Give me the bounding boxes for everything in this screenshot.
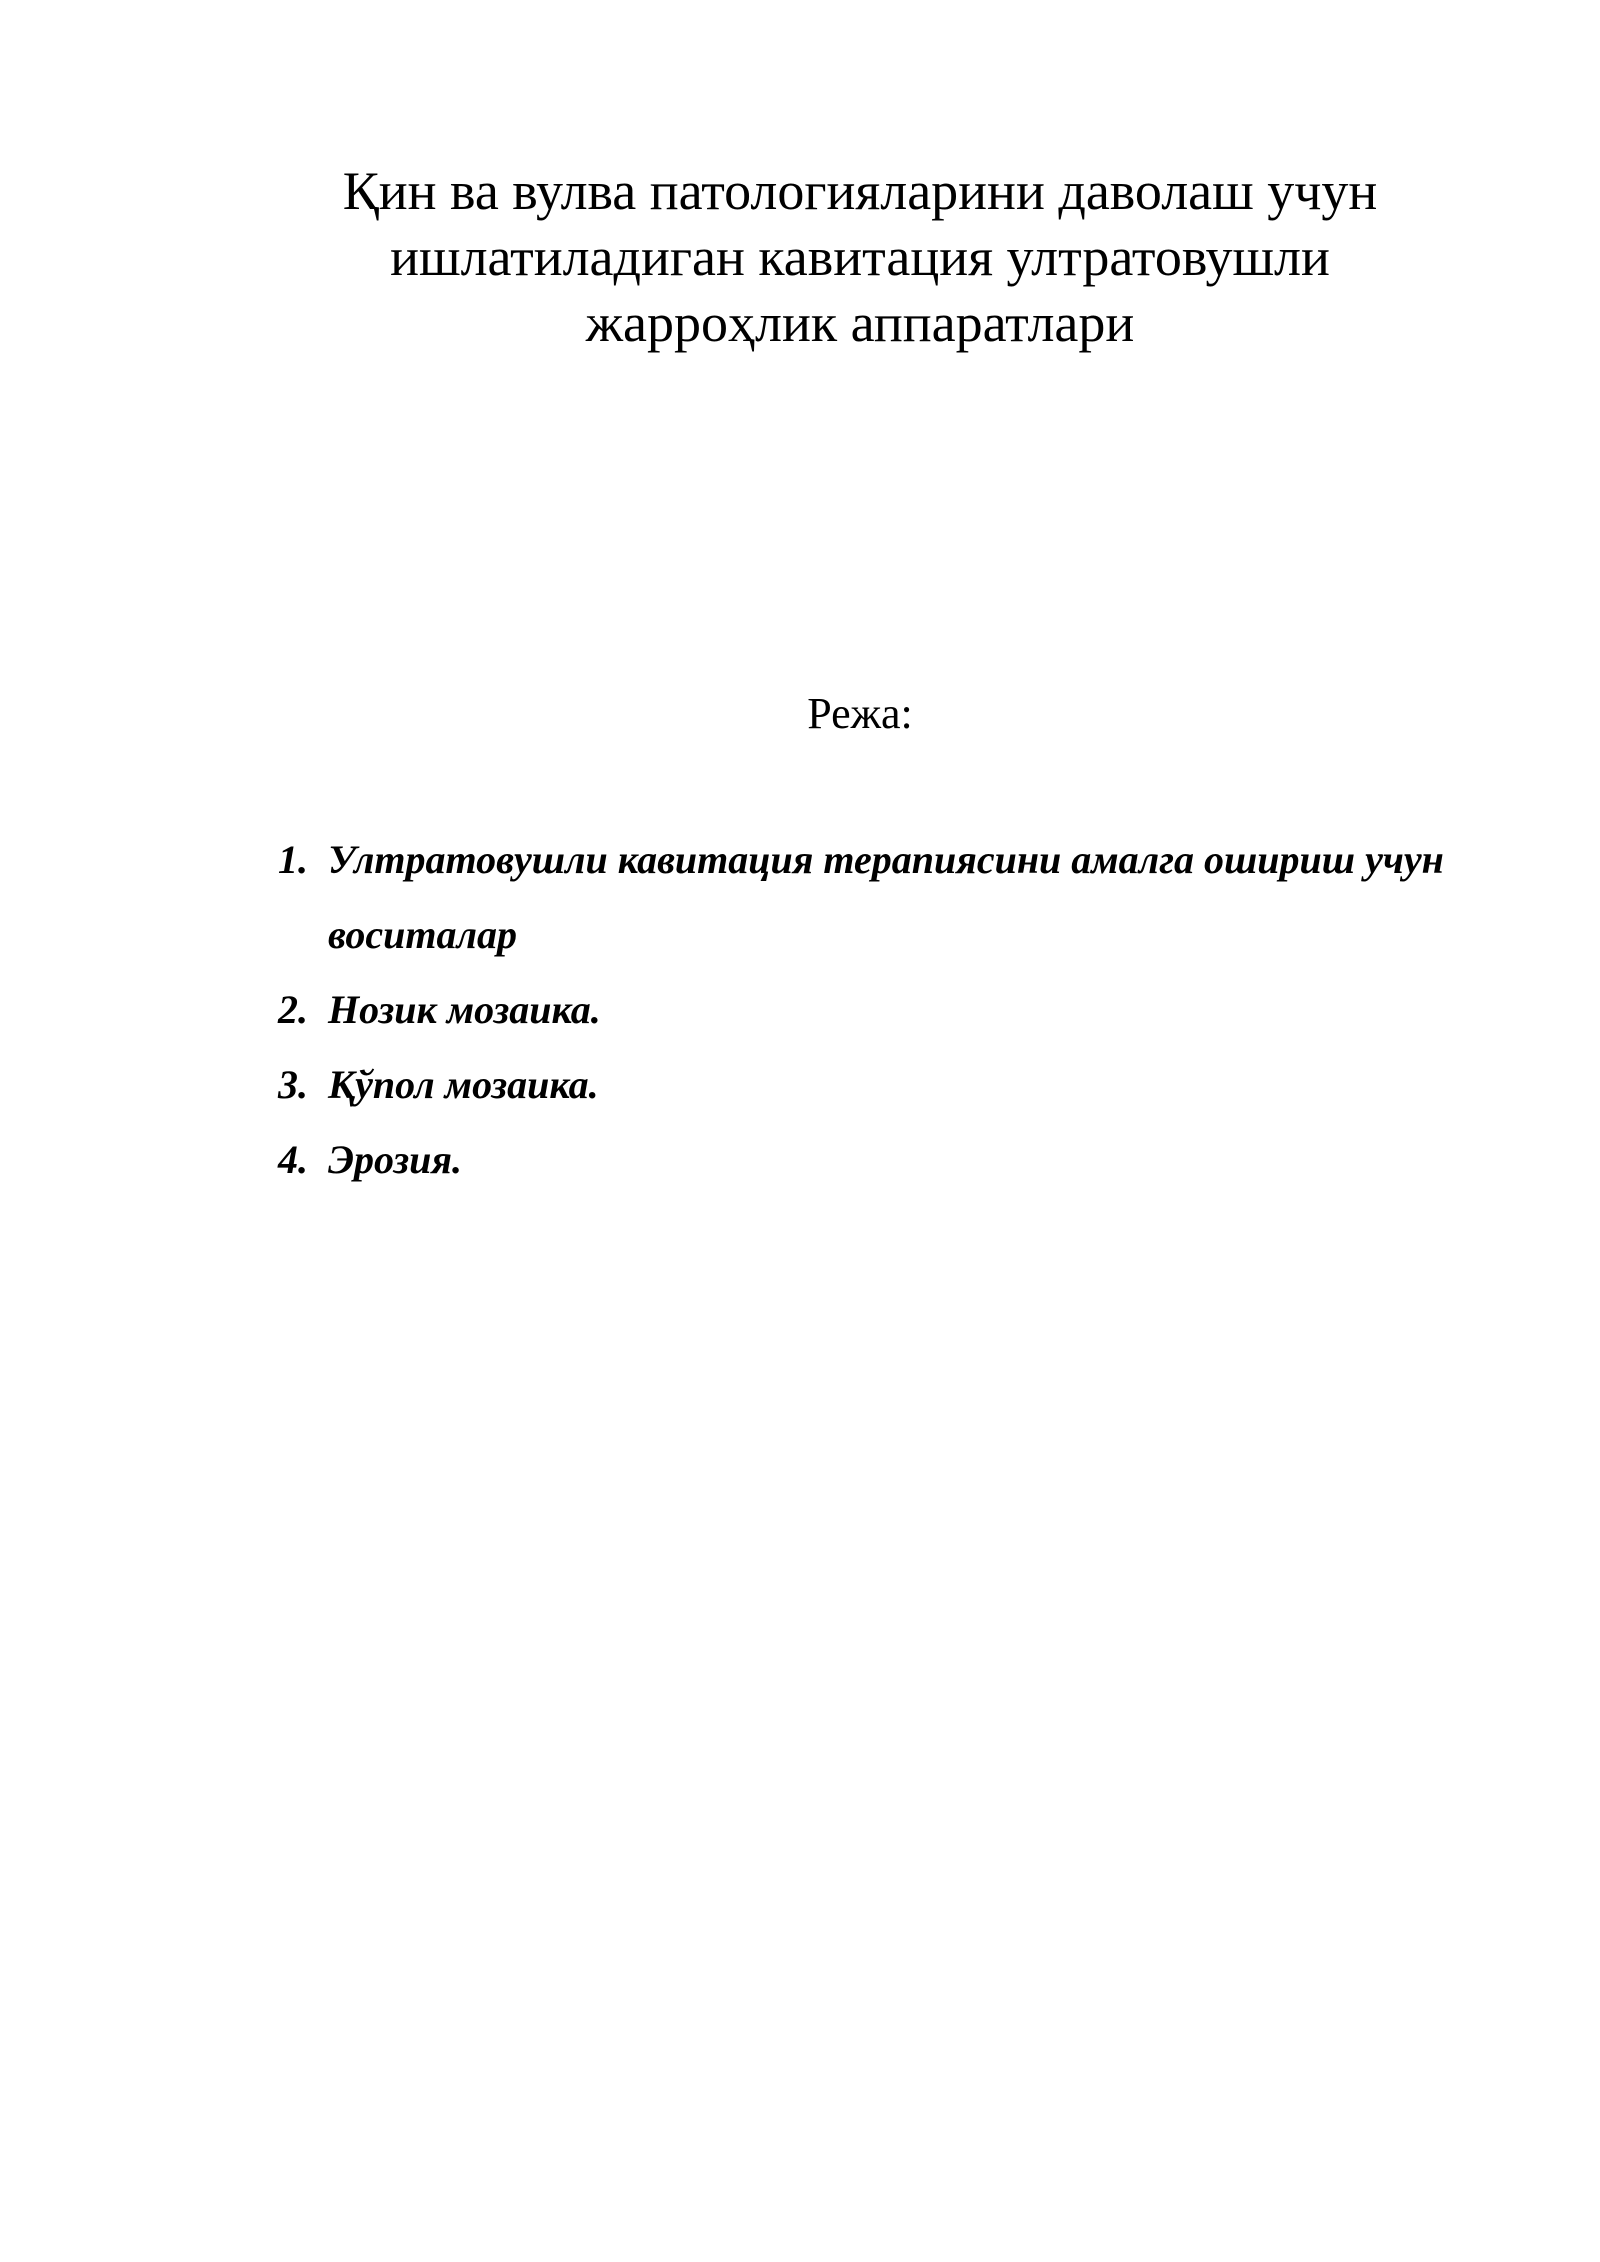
plan-item-number: 2. <box>278 987 308 1032</box>
plan-item-text: Эрозия. <box>328 1137 462 1182</box>
plan-item-1 <box>278 822 1478 972</box>
plan-item-2 <box>278 972 1478 1047</box>
plan-item-text: Қўпол мозаика. <box>328 1062 599 1107</box>
title-line-3: жарроҳлик аппаратлари <box>585 293 1135 353</box>
plan-item-3 <box>278 1047 1478 1122</box>
title-line-2: ишлатиладиган кавитация ултратовушли <box>390 227 1330 287</box>
plan-item-number: 1. <box>278 837 308 882</box>
title-line-1: Қин ва вулва патологияларини даволаш учун <box>342 161 1378 221</box>
plan-item-number: 3. <box>278 1062 308 1107</box>
plan-item-text: Ултратовушли кавитация терапиясини амалга ошириш учун воситалар <box>328 837 1444 957</box>
plan-list <box>278 822 1478 1197</box>
plan-item-text: Нозик мозаика. <box>328 987 601 1032</box>
document-title <box>270 158 1450 356</box>
plan-heading: Режа: <box>807 689 913 738</box>
plan-item-number: 4. <box>278 1137 308 1182</box>
plan-item-4 <box>278 1122 1478 1197</box>
